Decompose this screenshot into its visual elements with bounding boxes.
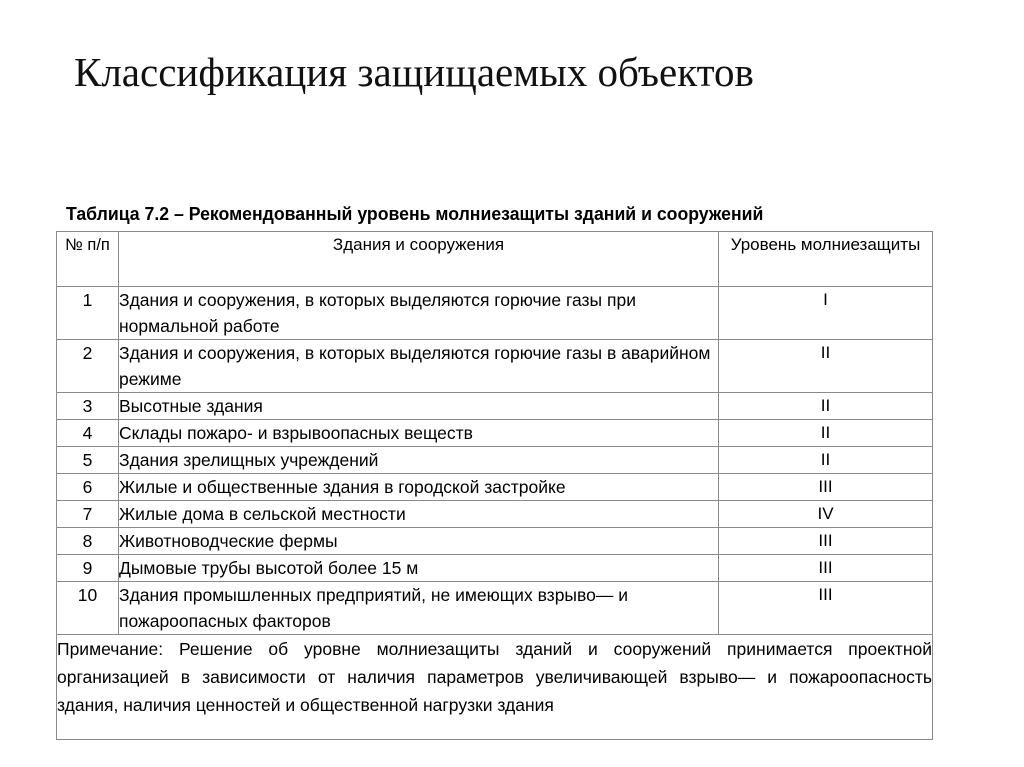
row-number: 3 — [57, 393, 119, 420]
table-caption: Таблица 7.2 – Рекомендованный уровень молниезащиты зданий и сооружений — [66, 203, 764, 224]
row-object-description: Здания зрелищных учреждений — [119, 447, 719, 474]
row-number: 6 — [57, 474, 119, 501]
row-object-description: Жилые и общественные здания в городской застройке — [119, 474, 719, 501]
row-protection-level: I — [719, 287, 933, 340]
row-object-description: Животноводческие фермы — [119, 528, 719, 555]
row-object-description: Высотные здания — [119, 393, 719, 420]
table-row — [57, 528, 933, 555]
table-row — [57, 340, 933, 393]
table-container — [56, 231, 932, 740]
table-row — [57, 287, 933, 340]
table-body — [57, 287, 933, 635]
row-number: 4 — [57, 420, 119, 447]
table-row — [57, 420, 933, 447]
lightning-protection-table — [56, 231, 933, 740]
page-title: Классификация защищаемых объектов — [74, 49, 754, 95]
row-protection-level: III — [719, 582, 933, 635]
table-row — [57, 393, 933, 420]
row-object-description: Склады пожаро- и взрывоопасных веществ — [119, 420, 719, 447]
row-object-description: Дымовые трубы высотой более 15 м — [119, 555, 719, 582]
row-protection-level: II — [719, 420, 933, 447]
table-row — [57, 474, 933, 501]
table-header-row — [57, 232, 933, 287]
table-note-row — [57, 635, 933, 740]
row-protection-level: II — [719, 393, 933, 420]
table-row — [57, 501, 933, 528]
row-object-description: Здания и сооружения, в которых выделяются горючие газы в аварийном режиме — [119, 340, 719, 393]
row-object-description: Здания промышленных предприятий, не имеющих взрыво— и пожароопасных факторов — [119, 582, 719, 635]
row-protection-level: IV — [719, 501, 933, 528]
table-note: Примечание: Решение об уровне молниезащиты зданий и сооружений принимается проектной организацией в зависимости от наличия параметров увеличивающей взрыво— и пожароопасность здания, наличия ценностей и общественной нагрузки здания — [57, 635, 933, 740]
row-protection-level: III — [719, 555, 933, 582]
row-number: 7 — [57, 501, 119, 528]
row-number: 2 — [57, 340, 119, 393]
row-number: 5 — [57, 447, 119, 474]
column-header-number: № п/п — [57, 232, 119, 287]
row-object-description: Жилые дома в сельской местности — [119, 501, 719, 528]
row-protection-level: II — [719, 340, 933, 393]
table-row — [57, 555, 933, 582]
row-number: 9 — [57, 555, 119, 582]
row-protection-level: III — [719, 474, 933, 501]
row-protection-level: III — [719, 528, 933, 555]
row-number: 1 — [57, 287, 119, 340]
column-header-level: Уровень молниезащиты — [719, 232, 933, 287]
row-protection-level: II — [719, 447, 933, 474]
row-object-description: Здания и сооружения, в которых выделяются горючие газы при нормальной работе — [119, 287, 719, 340]
table-row — [57, 582, 933, 635]
column-header-object: Здания и сооружения — [119, 232, 719, 287]
table-row — [57, 447, 933, 474]
row-number: 10 — [57, 582, 119, 635]
row-number: 8 — [57, 528, 119, 555]
